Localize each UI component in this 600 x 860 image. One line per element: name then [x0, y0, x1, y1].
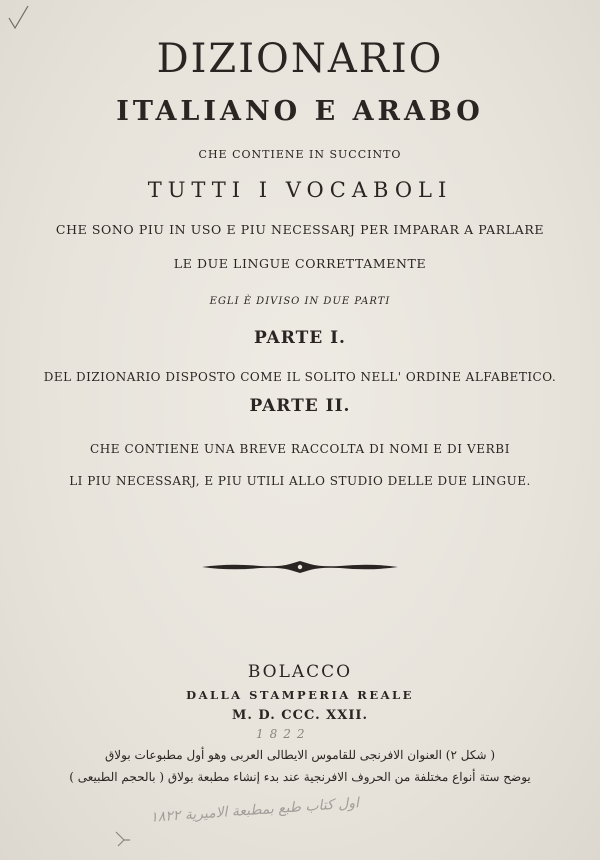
arabic-caption-line-2: يوضح ستة أنواع مختلفة من الحروف الافرنجية عند بدء إنشاء مطبعة بولاق ( بالحجم الطبيعى ) — [69, 770, 531, 784]
parte-1-heading: PARTE I. — [254, 328, 346, 348]
parte-2-description-1: CHE CONTIENE UNA BREVE RACCOLTA DI NOMI E DI VERBI — [89, 442, 511, 456]
handwritten-year: 1822 — [256, 727, 311, 741]
checkmark-icon — [6, 4, 32, 34]
ornamental-rule-icon — [200, 560, 400, 574]
imprint-place: BOLACCO — [247, 662, 353, 682]
parte-2-description-2: LI PIU NECESSARJ, E PIU UTILI ALLO STUDIO DELLE DUE LINGUE. — [69, 474, 531, 488]
arabic-caption-line-1: ( شكل ٢) العنوان الافرنجى للقاموس الايطالى العربى وهو أول مطبوعات بولاق — [104, 748, 496, 762]
book-title: DIZIONARIO — [156, 36, 444, 82]
parte-1-description: DEL DIZIONARIO DISPOSTO COME IL SOLITO NELL' ORDINE ALFABETICO. — [43, 370, 557, 384]
line-contiene: CHE CONTIENE IN SUCCINTO — [198, 148, 402, 161]
line-tutti-vocaboli: TUTTI I VOCABOLI — [147, 178, 453, 202]
parte-2-heading: PARTE II. — [249, 396, 351, 416]
line-sono-piu-in-uso: CHE SONO PIU IN USO E PIU NECESSARJ PER IMPARAR A PARLARE — [55, 222, 545, 237]
imprint-press: DALLA STAMPERIA REALE — [186, 688, 414, 702]
arabic-handwritten-note: اول كتاب طبع بمطبعة الاميرية ١٨٢٢ — [149, 795, 360, 826]
pencil-mark-icon — [112, 828, 134, 850]
book-subtitle: ITALIANO E ARABO — [116, 96, 484, 127]
line-diviso: EGLI È DIVISO IN DUE PARTI — [209, 296, 391, 307]
imprint-date: M. D. CCC. XXII. — [231, 708, 369, 723]
line-due-lingue: LE DUE LINGUE CORRETTAMENTE — [173, 256, 427, 271]
